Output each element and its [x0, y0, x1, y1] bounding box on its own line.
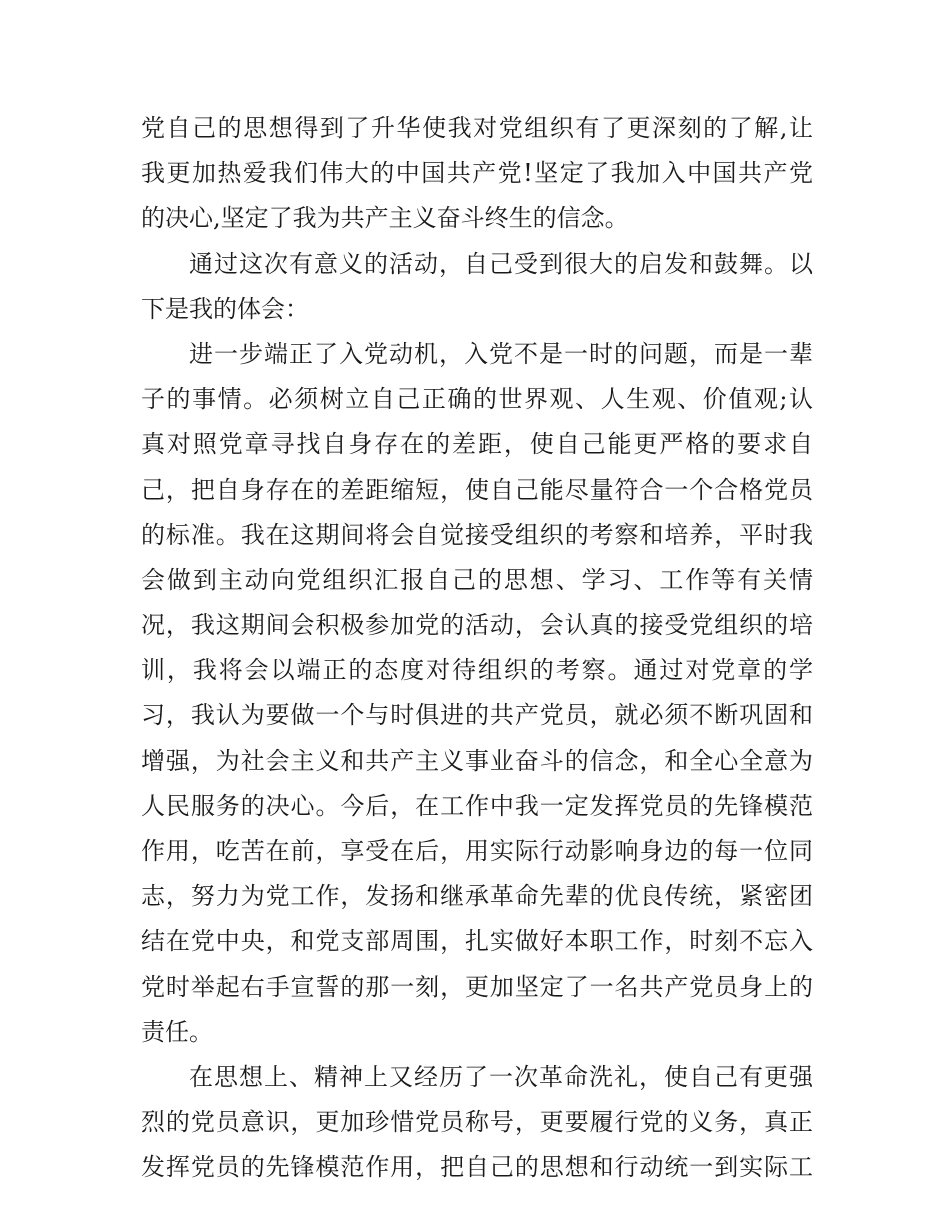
- text-line: 志，努力为党工作，发扬和继承革命先辈的优良传统，紧密团: [141, 882, 813, 911]
- text-line: 习，我认为要做一个与时俱进的共产党员，就必须不断巩固和: [141, 701, 813, 730]
- text-line: 的决心,坚定了我为共产主义奋斗终生的信念。: [141, 204, 629, 233]
- document-body: [141, 106, 813, 1191]
- text-line: 党自己的思想得到了升华使我对党组织有了更深刻的了解,让: [141, 114, 813, 142]
- text-line: 发挥党员的先锋模范作用，把自己的思想和行动统一到实际工: [141, 1153, 813, 1182]
- text-line: 会做到主动向党组织汇报自己的思想、学习、工作等有关情: [141, 565, 813, 594]
- text-line: 况，我这期间会积极参加党的活动，会认真的接受党组织的培: [141, 611, 813, 640]
- text-line: 烈的党员意识，更加珍惜党员称号，更要履行党的义务，真正: [141, 1108, 813, 1137]
- text-line: 人民服务的决心。今后，在工作中我一定发挥党员的先锋模范: [141, 791, 813, 820]
- paragraph-first-line: 进一步端正了入党动机，入党不是一时的问题，而是一辈: [189, 339, 813, 368]
- text-line: 子的事情。必须树立自己正确的世界观、人生观、价值观;认: [141, 385, 813, 414]
- text-line: 增强，为社会主义和共产主义事业奋斗的信念，和全心全意为: [141, 746, 813, 775]
- text-line: 结在党中央，和党支部周围，扎实做好本职工作，时刻不忘入: [141, 927, 813, 956]
- text-line: 我更加热爱我们伟大的中国共产党!坚定了我加入中国共产党: [141, 159, 813, 188]
- paragraph-first-line: 在思想上、精神上又经历了一次革命洗礼，使自己有更强: [189, 1062, 813, 1091]
- text-line: 作用，吃苦在前，享受在后，用实际行动影响身边的每一位同: [141, 837, 813, 865]
- text-line: 的标准。我在这期间将会自觉接受组织的考察和培养，平时我: [141, 520, 813, 549]
- text-line: 党时举起右手宣誓的那一刻，更加坚定了一名共产党员身上的: [141, 972, 813, 1001]
- paragraph-first-line: 通过这次有意义的活动，自己受到很大的启发和鼓舞。以: [189, 249, 813, 278]
- text-line: 己，把自身存在的差距缩短，使自己能尽量符合一个合格党员: [141, 475, 813, 504]
- text-line: 训，我将会以端正的态度对待组织的考察。通过对党章的学: [141, 656, 813, 685]
- text-line: 下是我的体会：: [141, 294, 309, 323]
- text-line: 真对照党章寻找自身存在的差距，使自己能更严格的要求自: [141, 430, 813, 459]
- text-line: 责任。: [141, 1017, 213, 1046]
